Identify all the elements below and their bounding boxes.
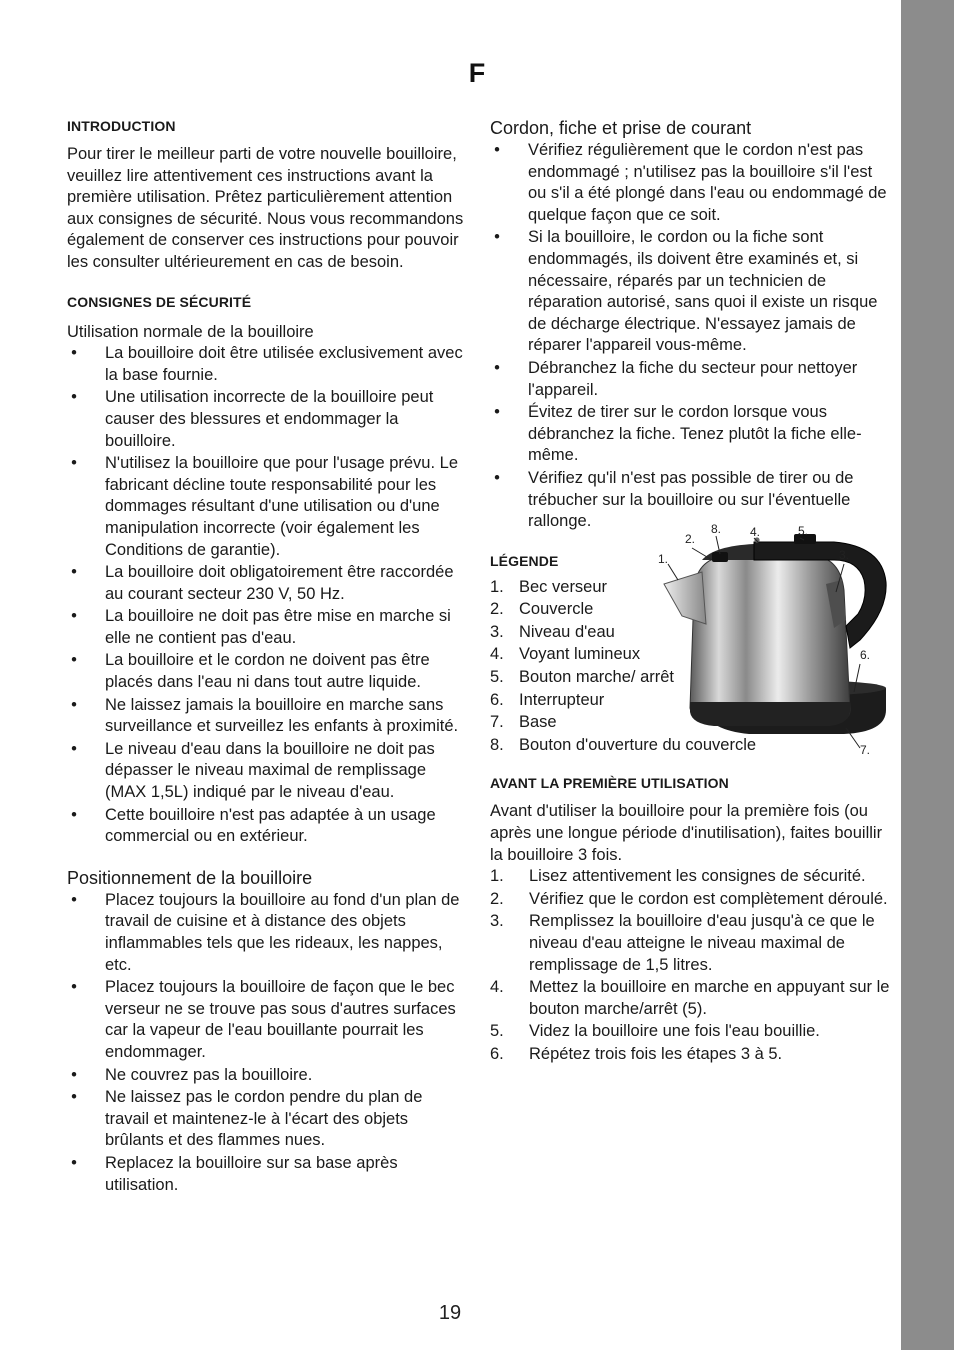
list-item: [490, 911, 890, 976]
list-item-text: Vérifiez qu'il n'est pas possible de tirer ou de trébucher sur la bouilloire ou sur l'éventuelle rallonge.: [528, 468, 854, 531]
list-item-text: Débranchez la fiche du secteur pour nettoyer l'appareil.: [528, 358, 858, 399]
list-item: [67, 739, 467, 804]
side-tab-bar: [901, 0, 954, 1350]
callout-6: 6.: [860, 648, 871, 662]
callout-4: 4.: [750, 525, 761, 539]
normal-use-list: [67, 343, 467, 848]
list-item-text: Lisez attentivement les consignes de sécurité.: [529, 867, 866, 886]
list-item-text: Couvercle: [519, 600, 594, 619]
list-item-text: Base: [519, 713, 557, 732]
list-item: [67, 1087, 467, 1152]
bullet-marker: •: [494, 228, 500, 247]
first-use-heading: AVANT LA PREMIÈRE UTILISATION: [490, 775, 729, 792]
list-item-text: Mettez la bouilloire en marche en appuyant sur le bouton marche/arrêt (5).: [529, 978, 890, 1018]
list-item-text: Bec verseur: [519, 577, 608, 596]
list-item: [490, 358, 890, 401]
kettle-body: [690, 556, 850, 724]
bullet-marker: •: [494, 358, 500, 377]
legend-heading: LÉGENDE: [490, 552, 559, 569]
bullet-marker: •: [71, 1088, 77, 1107]
list-item-text: Bouton marche/ arrêt: [519, 668, 674, 687]
item-number: 8.: [490, 735, 504, 754]
cord-heading: Cordon, fiche et prise de courant: [490, 118, 752, 138]
item-number: 3.: [490, 912, 504, 931]
list-item: [67, 1065, 467, 1087]
list-item-text: Interrupteur: [519, 690, 605, 709]
item-number: 1.: [490, 867, 504, 886]
list-item-text: Bouton d'ouverture du couvercle: [519, 735, 757, 754]
bullet-marker: •: [71, 344, 77, 363]
list-item-text: Niveau d'eau: [519, 622, 615, 641]
list-item: [490, 866, 890, 888]
list-item: [490, 140, 890, 226]
item-number: 4.: [490, 978, 504, 997]
kettle-figure: [654, 520, 899, 760]
item-number: 1.: [490, 577, 504, 596]
list-item-text: Placez toujours la bouilloire de façon que le bec verseur ne se trouve pas sous d'autres surfaces car la vapeur de l'eau bouillante pourrait les endommager.: [105, 978, 456, 1061]
list-item-text: Videz la bouilloire une fois l'eau bouillie.: [529, 1022, 820, 1041]
cord-list: [490, 140, 890, 533]
list-item-text: Ne laissez pas le cordon pendre du plan de travail et maintenez-le à l'écart des objets brûlants et des flammes nues.: [105, 1088, 423, 1150]
list-item: [490, 402, 890, 467]
bullet-marker: •: [71, 978, 77, 997]
list-item-text: Répétez trois fois les étapes 3 à 5.: [529, 1044, 783, 1063]
list-item: [67, 695, 467, 738]
list-item: [67, 890, 467, 976]
left-column: [67, 116, 467, 1197]
list-item-text: La bouilloire et le cordon ne doivent pas être placés dans l'eau ni dans tout autre liquide.: [105, 651, 430, 692]
item-number: 5.: [490, 668, 504, 687]
item-number: 4.: [490, 645, 504, 664]
intro-text: Pour tirer le meilleur parti de votre nouvelle bouilloire, veuillez lire attentivement ces instructions avant la première utilisation. Prêtez particulièrement attention aux consignes de sécurité. Nous vous recommandons également de conserver ces instructions pour pouvoir les consulter ultérieurement en cas de besoin.: [67, 145, 464, 271]
list-item-text: La bouilloire doit obligatoirement être raccordée au courant secteur 230 V, 50 Hz.: [105, 563, 454, 603]
item-number: 2.: [490, 600, 504, 619]
list-item: [490, 889, 890, 911]
list-item: [67, 453, 467, 561]
list-item: [490, 1044, 890, 1066]
item-number: 7.: [490, 713, 504, 732]
kettle-illustration: [654, 520, 899, 760]
first-use-intro: Avant d'utiliser la bouilloire pour la première fois (ou après une longue période d'inutilisation), faites bouillir la bouilloire 3 fois.: [490, 802, 883, 864]
list-item-text: Ne laissez jamais la bouilloire en marche sans surveillance et surveillez les enfants à proximité.: [105, 695, 459, 736]
intro-heading: INTRODUCTION: [67, 118, 176, 134]
list-item-text: Si la bouilloire, le cordon ou la fiche sont endommagés, ils doivent être examinés et, si nécessaire, réparés par un technicien de réparation autorisé, sans quoi il existe un risque de décharge électrique. N'essayez jamais de réparer l'appareil vous-même.: [528, 228, 878, 355]
positioning-list: [67, 890, 467, 1196]
item-number: 5.: [490, 1022, 504, 1041]
bullet-marker: •: [71, 651, 77, 670]
list-item-text: Une utilisation incorrecte de la bouilloire peut causer des blessures et endommager la bouilloire.: [105, 388, 434, 450]
bullet-marker: •: [494, 468, 500, 487]
bullet-marker: •: [71, 805, 77, 824]
bullet-marker: •: [71, 607, 77, 626]
list-item-text: Remplissez la bouilloire d'eau jusqu'à ce que le niveau d'eau atteigne le niveau maximal de remplissage de 1,5 litres.: [529, 912, 875, 974]
list-item-text: Voyant lumineux: [519, 645, 641, 664]
list-item-text: Replacez la bouilloire sur sa base après utilisation.: [105, 1153, 398, 1194]
list-item: [67, 650, 467, 693]
language-letter: F: [468, 58, 486, 88]
list-item-text: N'utilisez la bouilloire que pour l'usage prévu. Le fabricant décline toute responsabilité pour les dommages résultant d'une utilisation ou d'une manipulation incorrecte (voir également les Conditions de garantie).: [105, 454, 459, 559]
bullet-marker: •: [71, 388, 77, 407]
bullet-marker: •: [71, 1153, 77, 1172]
callout-8: 8.: [711, 522, 722, 536]
list-item: [67, 805, 467, 848]
list-item: [67, 977, 467, 1063]
item-number: 6.: [490, 1044, 504, 1063]
bullet-marker: •: [71, 454, 77, 473]
callout-7: 7.: [860, 743, 871, 757]
item-number: 6.: [490, 690, 504, 709]
list-item-text: Vérifiez que le cordon est complètement déroulé.: [529, 889, 888, 908]
bullet-marker: •: [71, 739, 77, 758]
list-item: [67, 606, 467, 649]
list-item: [67, 343, 467, 386]
list-item: [67, 387, 467, 452]
bullet-marker: •: [494, 403, 500, 422]
list-item-text: Cette bouilloire n'est pas adaptée à un usage commercial ou en extérieur.: [105, 805, 436, 846]
list-item: [67, 562, 467, 605]
callout-5: 5.: [798, 524, 809, 538]
list-item-text: Évitez de tirer sur le cordon lorsque vous débranchez la fiche. Tenez plutôt la fiche elle-même.: [528, 403, 862, 465]
list-item: [490, 977, 890, 1020]
normal-use-label: Utilisation normale de la bouilloire: [67, 322, 314, 341]
first-use-steps: [490, 866, 890, 1065]
list-item-text: Placez toujours la bouilloire au fond d'un plan de travail de cuisine et à distance des objets inflammables tels que les rideaux, les nappes, etc.: [105, 890, 460, 974]
list-item-text: Ne couvrez pas la bouilloire.: [105, 1065, 313, 1084]
item-number: 2.: [490, 889, 504, 908]
spout-shape: [664, 572, 706, 624]
callout-2: 2.: [685, 532, 696, 546]
callout-1: 1.: [658, 552, 669, 566]
bullet-marker: •: [71, 695, 77, 714]
bullet-marker: •: [71, 890, 77, 909]
callout-3: 3.: [839, 548, 850, 562]
list-item-text: La bouilloire doit être utilisée exclusivement avec la base fournie.: [105, 344, 463, 384]
bullet-marker: •: [71, 1065, 77, 1084]
bullet-marker: •: [71, 563, 77, 582]
item-number: 3.: [490, 622, 504, 641]
list-item-text: La bouilloire ne doit pas être mise en marche si elle ne contient pas d'eau.: [105, 607, 451, 647]
list-item-text: Le niveau d'eau dans la bouilloire ne doit pas dépasser le niveau maximal de remplissage (MAX 1,5L) indiqué par le niveau d'eau.: [105, 739, 435, 802]
bullet-marker: •: [494, 141, 500, 159]
list-item: [67, 1153, 467, 1196]
positioning-heading: Positionnement de la bouilloire: [67, 867, 313, 888]
list-item: [490, 1021, 890, 1043]
safety-heading: CONSIGNES DE SÉCURITÉ: [67, 293, 252, 310]
list-item: [490, 227, 890, 357]
list-item-text: Vérifiez régulièrement que le cordon n'est pas endommagé ; n'utilisez pas la bouilloire s'il l'est ou s'il a été plongé dans l'eau ou endommagé de quelque façon que ce soit.: [528, 141, 887, 224]
page-number: 19: [438, 1302, 462, 1324]
